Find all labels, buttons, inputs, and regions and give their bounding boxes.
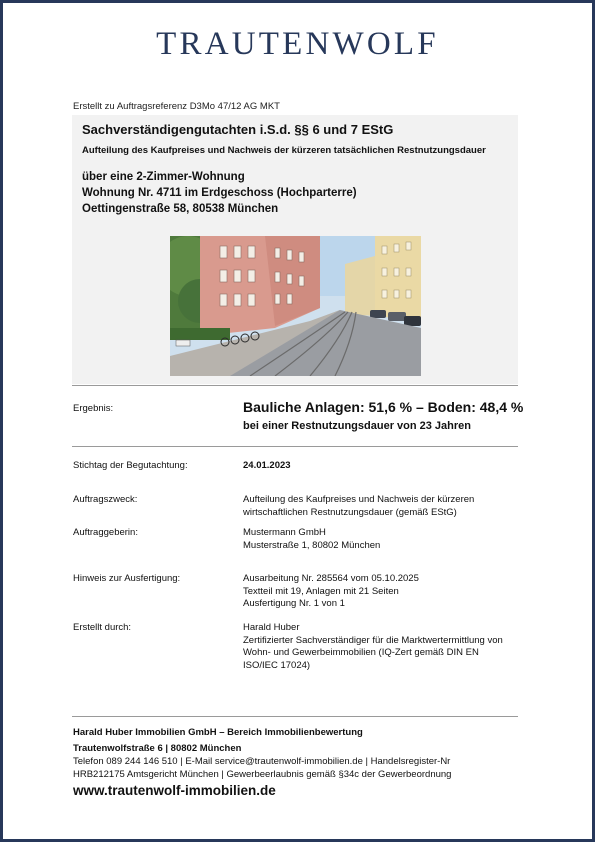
text-line: wirtschaftlichen Restnutzungsdauer (gemäß EStG) (243, 506, 457, 518)
field-value-auftraggeber (243, 527, 380, 552)
order-reference: Erstellt zu Auftragsreferenz D3Mo 47/12 AG MKT (73, 101, 280, 112)
footer-address: Trautenwolfstraße 6 | 80802 München (73, 743, 242, 754)
field-label-auftraggeber: Auftraggeberin: (73, 527, 138, 538)
result-remaining-life: bei einer Restnutzungsdauer von 23 Jahren (243, 420, 472, 432)
footer-company: Harald Huber Immobilien GmbH – Bereich Immobilienbewertung (73, 727, 363, 738)
footer-registration: HRB212175 Amtsgericht München | Gewerbeerlaubnis gemäß §34c der Gewerbeordnung (73, 769, 452, 780)
text-line: Ausarbeitung Nr. 285564 vom 05.10.2025 (243, 573, 419, 584)
field-value-stichtag: 24.01.2023 (243, 460, 291, 471)
text-line: Zertifizierter Sachverständiger für die Marktwertermittlung von (243, 634, 503, 646)
text-line: Wohn- und Gewerbeimmobilien (IQ-Zert gemäß DIN EN (243, 647, 479, 658)
divider (72, 716, 518, 717)
text-line: Musterstraße 1, 80802 München (243, 539, 381, 551)
field-value-zweck (243, 494, 474, 519)
field-label-erstellt: Erstellt durch: (73, 622, 132, 633)
footer-contact: Telefon 089 244 146 510 | E-Mail service@trautenwolf-immobilien.de | Handelsregister-Nr (73, 756, 451, 767)
report-title: Sachverständigengutachten i.S.d. §§ 6 und 7 EStG (82, 122, 394, 137)
report-subtitle: Aufteilung des Kaufpreises und Nachweis der kürzeren tatsächlichen Restnutzungsdauer (82, 145, 486, 156)
field-label-zweck: Auftragszweck: (73, 494, 138, 505)
divider (72, 385, 518, 386)
object-type: über eine 2-Zimmer-Wohnung (82, 171, 245, 183)
text-line: Harald Huber (243, 622, 300, 633)
text-line: Textteil mit 19, Anlagen mit 21 Seiten (243, 585, 399, 597)
text-line: Mustermann GmbH (243, 527, 326, 538)
object-address: Oettingenstraße 58, 80538 München (82, 203, 279, 215)
text-line: ISO/IEC 17024) (243, 659, 311, 671)
field-value-erstellt (243, 622, 503, 672)
brand-logo: TRAUTENWOLF (156, 26, 439, 62)
field-label-stichtag: Stichtag der Begutachtung: (73, 460, 188, 471)
result-label: Ergebnis: (73, 403, 114, 414)
property-photo (170, 236, 421, 376)
object-unit: Wohnung Nr. 4711 im Erdgeschoss (Hochparterre) (82, 187, 357, 199)
field-value-hinweis (243, 573, 419, 611)
text-line: Ausfertigung Nr. 1 von 1 (243, 598, 345, 609)
text-line: Aufteilung des Kaufpreises und Nachweis der kürzeren (243, 494, 475, 505)
footer-website-link[interactable]: www.trautenwolf-immobilien.de (73, 783, 276, 798)
field-label-hinweis: Hinweis zur Ausfertigung: (73, 573, 181, 584)
divider (72, 446, 518, 447)
result-value: Bauliche Anlagen: 51,6 % – Boden: 48,4 % (243, 399, 524, 415)
